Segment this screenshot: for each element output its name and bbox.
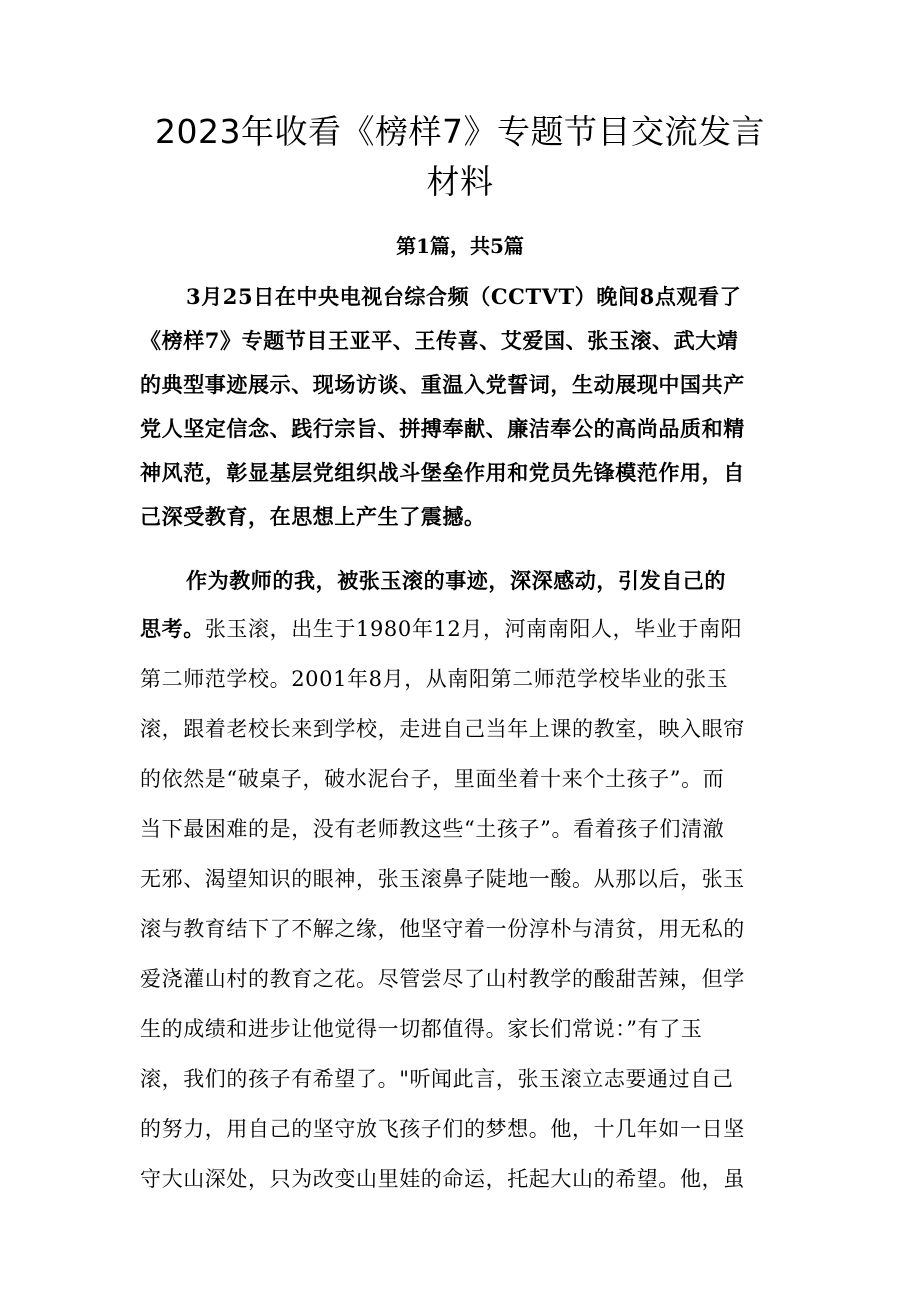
paragraph-2-line: 当下最困难的是，没有老师教这些“土孩子”。看着孩子们清澈 bbox=[140, 817, 725, 841]
paragraph-1-line: 神风范，彰显基层党组织战斗堡垒作用和党员先锋模范作用，自 bbox=[140, 460, 745, 485]
paragraph-1-line: 党人坚定信念、践行宗旨、拼搏奉献、廉洁奉公的高尚品质和精 bbox=[140, 416, 745, 441]
paragraph-2-line: 滚，我们的孩子有希望了。"听闻此言，张玉滚立志要通过自己 bbox=[140, 1067, 734, 1091]
document-title-line-1: 2023年收看《榜样7》专题节目交流发言 bbox=[155, 112, 765, 151]
paragraph-2-line: 滚，跟着老校长来到学校，走进自己当年上课的教室，映入眼帘 bbox=[140, 717, 745, 741]
paragraph-1-line: 《榜样7》专题节目王亚平、王传喜、艾爱国、张玉滚、武大靖 bbox=[140, 328, 739, 353]
paragraph-2-line: 滚与教育结下了不解之缘，他坚守着一份淳朴与清贫，用无私的 bbox=[140, 917, 745, 941]
document-title-line-2: 材料 bbox=[426, 162, 494, 201]
paragraph-2-line: 作为教师的我，被张玉滚的事迹，深深感动，引发自己的 bbox=[186, 568, 726, 593]
section-heading: 第1篇，共5篇 bbox=[396, 234, 524, 258]
paragraph-2-bold-lead: 思考。 bbox=[140, 616, 205, 641]
paragraph-2-line: 爱浇灌山村的教育之花。尽管尝尽了山村教学的酸甜苦辣，但学 bbox=[140, 967, 745, 991]
paragraph-1-line: 己深受教育，在思想上产生了震撼。 bbox=[140, 504, 486, 529]
paragraph-2-line: 无邪、渴望知识的眼神，张玉滚鼻子陡地一酸。从那以后，张玉 bbox=[140, 867, 745, 891]
paragraph-2-line: 生的成绩和进步让他觉得一切都值得。家长们常说：”有了玉 bbox=[140, 1017, 703, 1041]
paragraph-2-line: 的依然是“破桌子，破水泥台子，里面坐着十来个土孩子”。而 bbox=[140, 767, 725, 791]
paragraph-2-line-rest: 张玉滚，出生于1980年12月，河南南阳人，毕业于南阳 bbox=[204, 617, 743, 641]
paragraph-2-line: 第二师范学校。2001年8月，从南阳第二师范学校毕业的张玉 bbox=[140, 667, 729, 691]
paragraph-2-line bbox=[140, 614, 800, 644]
paragraph-2-line: 守大山深处，只为改变山里娃的命运，托起大山的希望。他，虽 bbox=[140, 1167, 745, 1191]
paragraph-1-line: 的典型事迹展示、现场访谈、重温入党誓词，生动展现中国共产 bbox=[140, 372, 745, 397]
paragraph-2-line: 的努力，用自己的坚守放飞孩子们的梦想。他，十几年如一日坚 bbox=[140, 1117, 745, 1141]
paragraph-1-line: 3月25日在中央电视台综合频（CCTVT）晚间8点观看了 bbox=[186, 284, 742, 309]
